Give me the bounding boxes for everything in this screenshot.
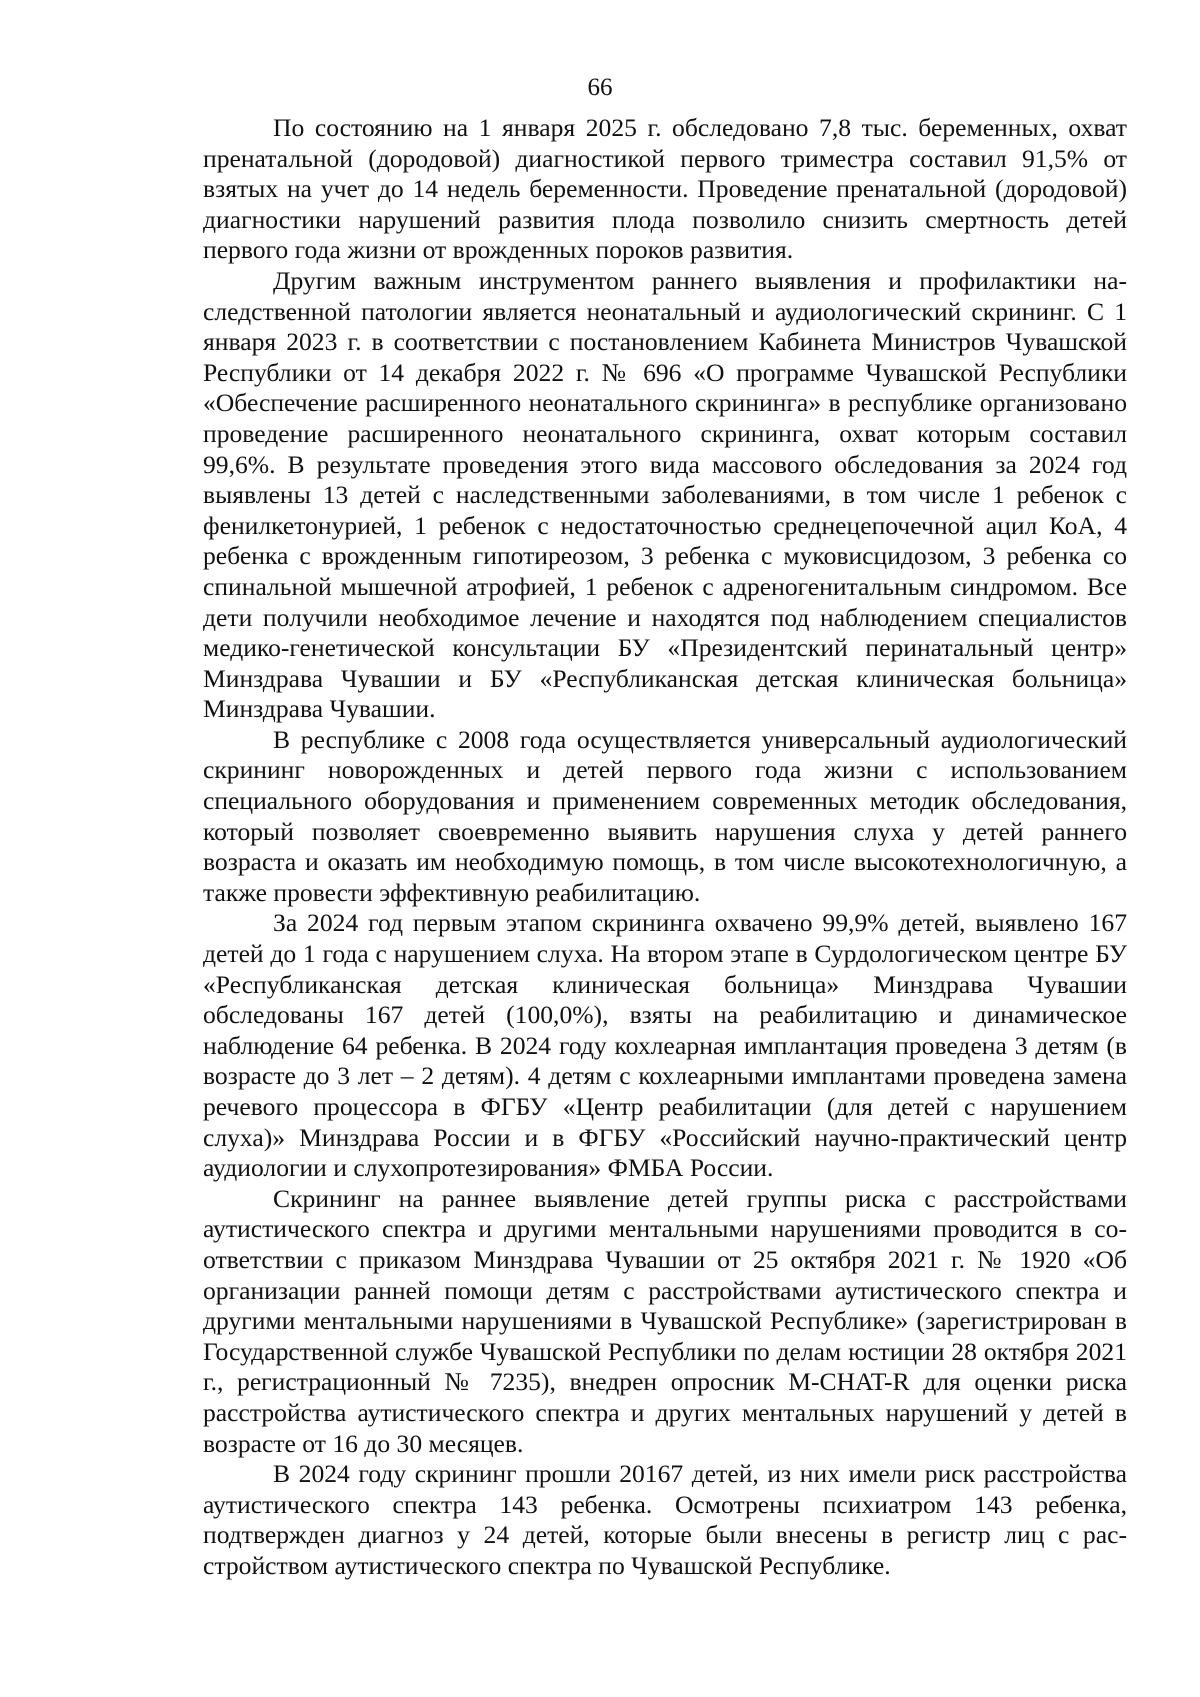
paragraph-autism-results: В 2024 году скрининг прошли 20167 детей, из них имели риск расстройства аутистического спектра 143 ребенка. Осмотрены психиатром 143 ребенка, подтвержден диагноз у 24 детей, которые были внесены в регистр лиц с расстройством аутистического спектра по Чувашской Республике. bbox=[203, 1459, 1127, 1580]
paragraph-audiology-screening: В республике с 2008 года осуществляется универсальный аудиологический скрининг новорожденных и детей первого года жизни с использованием специального оборудования и применением современных методик обследования, который позволяет своевременно выявить нарушения слуха у детей раннего возраста и оказать им необходимую помощь, в том числе высокотехнологичную, а также провести эффективную реабилитацию. bbox=[203, 724, 1127, 907]
paragraph-prenatal-diagnostics: По состоянию на 1 января 2025 г. обследовано 7,8 тыс. беременных, охват пренатальной (дородовой) диагностикой первого триместра составил 91,5% от взятых на учет до 14 недель беременности. Проведение пренатальной (дородовой) диагностики нарушений развития плода позволило снизить смертность детей первого года жизни от врожденных пороков развития. bbox=[203, 113, 1127, 265]
paragraph-hearing-results: За 2024 год первым этапом скрининга охвачено 99,9% детей, выявлено 167 детей до 1 года с нарушением слуха. На втором этапе в Сурдологическом центре БУ «Республиканская детская клиническая больница» Минздрава Чувашии обследованы 167 детей (100,0%), взяты на реабилитацию и динамическое наблюдение 64 ребенка. В 2024 году кохлеарная имплантация проведена 3 детям (в возрасте до 3 лет – 2 детям). 4 детям с кохлеарными имплантами проведена замена речевого процессора в ФГБУ «Центр реабилитации (для детей с нарушением слуха)» Минздрава России и в ФГБУ «Российский научно-практический центр аудиологии и слухопротезирования» ФМБА России. bbox=[203, 908, 1127, 1183]
paragraph-neonatal-screening: Другим важным инструментом раннего выявления и профилактики наследственной патологии является неонатальный и аудиологический скрининг. С 1 января 2023 г. в соответствии с постановлением Кабинета Министров Чувашской Республики от 14 декабря 2022 г. № 696 «О программе Чувашской Республики «Обеспечение расширенного неонатального скрининга» в республике организовано проведение расширенного неонатального скрининга, охват которым составил 99,6%. В результате проведения этого вида массового обследования за 2024 год выявлены 13 детей с наследственными заболеваниями, в том числе 1 ребенок с фенилкетонурией, 1 ребенок с недостаточностью среднецепочечной ацил КоА, 4 ребенка с врожденным гипотиреозом, 3 ребенка с муковисцидозом, 3 ребенка со спинальной мышечной атрофией, 1 ребенок с адреногенитальным синдромом. Все дети получили необходимое лечение и находятся под наблюдением специалистов медико-генетической консультации БУ «Президентский перинатальный центр» Минздрава Чувашии и БУ «Республиканская детская клиническая больница» Минздрава Чувашии. bbox=[203, 265, 1127, 724]
paragraph-autism-screening: Скрининг на раннее выявление детей группы риска с расстройствами аутистического спектра и другими ментальными нарушениями проводится в соответствии с приказом Минздрава Чувашии от 25 октября 2021 г. № 1920 «Об организации ранней помощи детям с расстройствами аутистического спектра и другими ментальными нарушениями в Чувашской Республике» (зарегистрирован в Государственной службе Чувашской Республики по делам юстиции 28 октября 2021 г., регистрационный № 7235), внедрен опросник M-CHAT-R для оценки риска расстройства аутистического спектра и других ментальных нарушений у детей в возрасте от 16 до 30 месяцев. bbox=[203, 1183, 1127, 1458]
page-body bbox=[203, 113, 1127, 1582]
page-number: 66 bbox=[587, 74, 613, 101]
